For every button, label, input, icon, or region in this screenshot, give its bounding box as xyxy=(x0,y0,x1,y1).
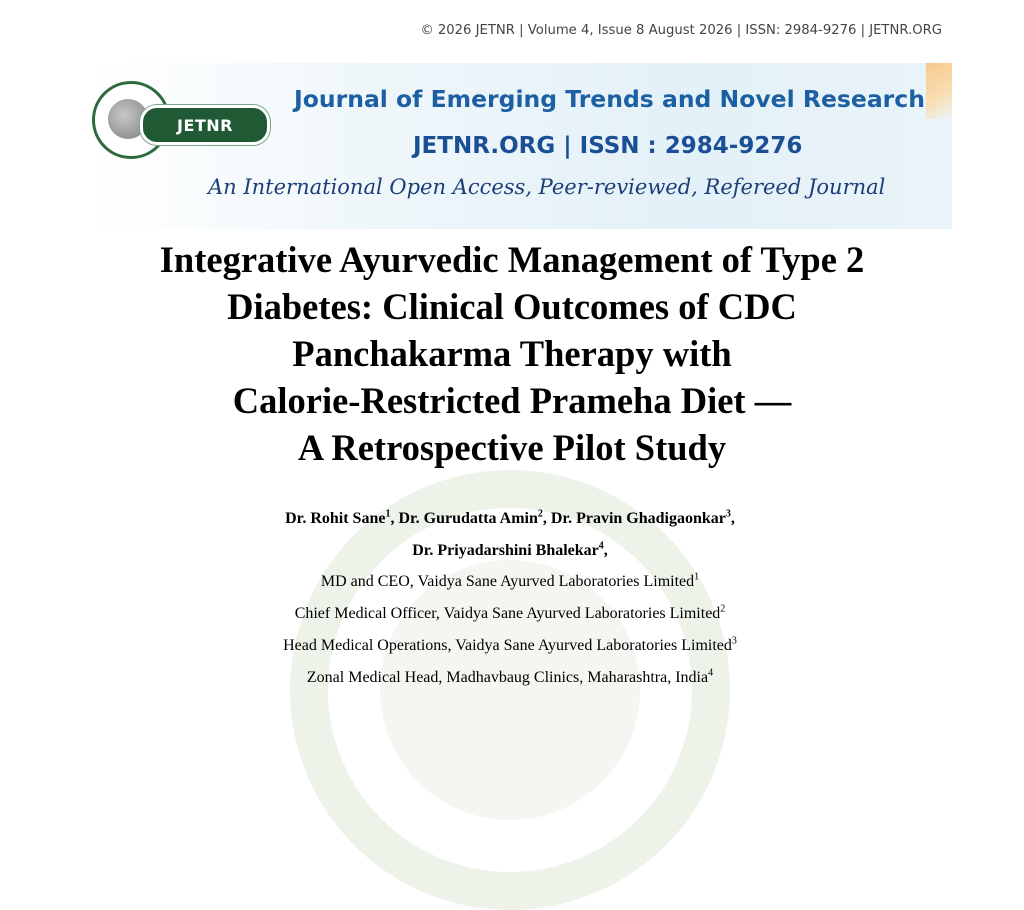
author-line xyxy=(0,503,1020,535)
affiliation-text: Zonal Medical Head, Madhavbaug Clinics, Maharashtra, India xyxy=(306,669,709,686)
author-name: Dr. Gurudatta Amin xyxy=(398,510,538,527)
affiliation-sup: 3 xyxy=(731,635,737,647)
affiliation-sup: 1 xyxy=(694,571,700,583)
affiliation xyxy=(0,662,1020,694)
journal-name: Journal of Emerging Trends and Novel Research xyxy=(294,85,925,113)
title-line: Diabetes: Clinical Outcomes of CDC xyxy=(227,286,797,327)
journal-banner xyxy=(88,63,952,229)
affiliation-text: MD and CEO, Vaidya Sane Ayurved Laboratories Limited xyxy=(320,573,695,590)
journal-header-line: © 2026 JETNR | Volume 4, Issue 8 August 2026 | ISSN: 2984-9276 | JETNR.ORG xyxy=(420,23,942,38)
title-line: Calorie-Restricted Prameha Diet — xyxy=(232,380,792,421)
author-sup: 2 xyxy=(537,508,543,520)
author-sup: 1 xyxy=(385,508,391,520)
affiliation-text: Head Medical Operations, Vaidya Sane Ayurved Laboratories Limited xyxy=(283,637,732,654)
author-list xyxy=(0,503,1020,567)
author-sup: 4 xyxy=(598,540,604,552)
author-line xyxy=(0,535,1020,567)
affiliation xyxy=(0,598,1020,630)
title-line: Panchakarma Therapy with xyxy=(292,333,732,374)
journal-logo: JETNR xyxy=(140,105,270,145)
author-name: Dr. Priyadarshini Bhalekar xyxy=(412,542,599,559)
journal-tagline: An International Open Access, Peer-reviewed, Refereed Journal xyxy=(208,175,886,199)
title-line: Integrative Ayurvedic Management of Type 2 xyxy=(159,239,865,280)
affiliation xyxy=(0,566,1020,598)
author-separator: , xyxy=(542,510,551,527)
author-trailing: , xyxy=(730,510,735,527)
author-name: Dr. Pravin Ghadigaonkar xyxy=(550,510,726,527)
affiliation-list xyxy=(0,566,1020,694)
journal-site-issn: JETNR.ORG | ISSN : 2984-9276 xyxy=(413,133,803,159)
author-sup: 3 xyxy=(725,508,731,520)
author-name: Dr. Rohit Sane xyxy=(285,510,386,527)
affiliation xyxy=(0,630,1020,662)
affiliation-text: Chief Medical Officer, Vaidya Sane Ayurved Laboratories Limited xyxy=(294,605,721,622)
title-line: A Retrospective Pilot Study xyxy=(297,427,727,468)
author-separator: , xyxy=(390,510,399,527)
banner-corner-decoration xyxy=(926,63,952,119)
paper-title xyxy=(60,236,964,471)
author-trailing: , xyxy=(603,542,608,559)
affiliation-sup: 2 xyxy=(720,603,726,615)
affiliation-sup: 4 xyxy=(708,667,714,679)
